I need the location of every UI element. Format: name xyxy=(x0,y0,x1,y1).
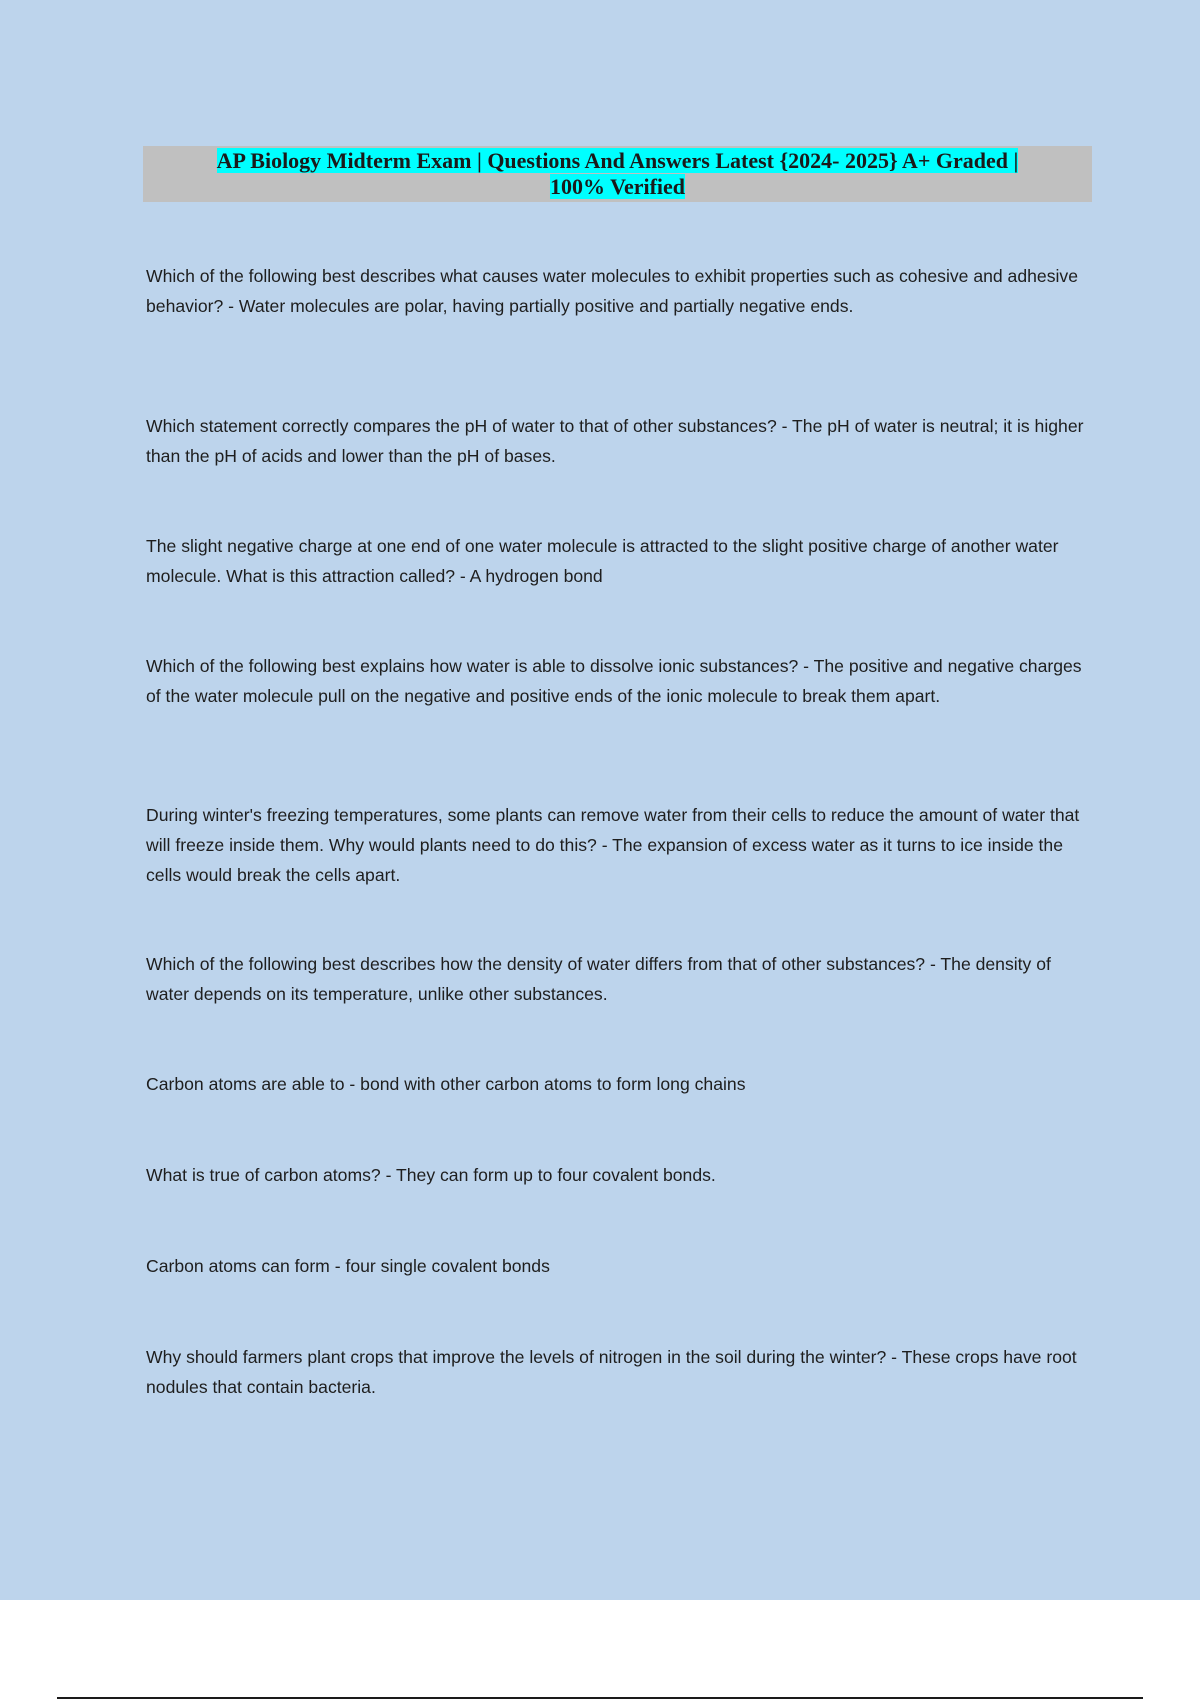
qa-item-3: The slight negative charge at one end of one water molecule is attracted to the slight positive charge of another water molecule. What is this attraction called? - A hydrogen bond xyxy=(146,536,1059,586)
title-line-2: 100% Verified xyxy=(549,174,686,199)
document-title xyxy=(143,146,1092,202)
qa-item-2: Which statement correctly compares the pH of water to that of other substances? - The pH of water is neutral; it is higher than the pH of acids and lower than the pH of bases. xyxy=(146,416,1084,466)
qa-item-5: During winter's freezing temperatures, some plants can remove water from their cells to reduce the amount of water that will freeze inside them. Why would plants need to do this? - The expansion of excess water as it turns to ice inside the cells would break the cells apart. xyxy=(146,805,1080,885)
qa-item-8: What is true of carbon atoms? - They can form up to four covalent bonds. xyxy=(146,1165,716,1185)
qa-item-9: Carbon atoms can form - four single covalent bonds xyxy=(146,1256,550,1276)
qa-item-6: Which of the following best describes how the density of water differs from that of other substances? - The density of water depends on its temperature, unlike other substances. xyxy=(146,954,1051,1004)
footer-rule xyxy=(57,1697,1143,1699)
qa-item-7: Carbon atoms are able to - bond with other carbon atoms to form long chains xyxy=(146,1074,746,1094)
qa-item-10: Why should farmers plant crops that improve the levels of nitrogen in the soil during the winter? - These crops have root nodules that contain bacteria. xyxy=(146,1347,1077,1397)
title-line-1: AP Biology Midterm Exam | Questions And Answers Latest {2024- 2025} A+ Graded | xyxy=(216,148,1019,173)
qa-item-4: Which of the following best explains how water is able to dissolve ionic substances? - The positive and negative charges of the water molecule pull on the negative and positive ends of the ionic molecule to break them apart. xyxy=(146,656,1082,706)
qa-item-1: Which of the following best describes what causes water molecules to exhibit properties such as cohesive and adhesive behavior? - Water molecules are polar, having partially positive and partially negative ends. xyxy=(146,266,1078,316)
